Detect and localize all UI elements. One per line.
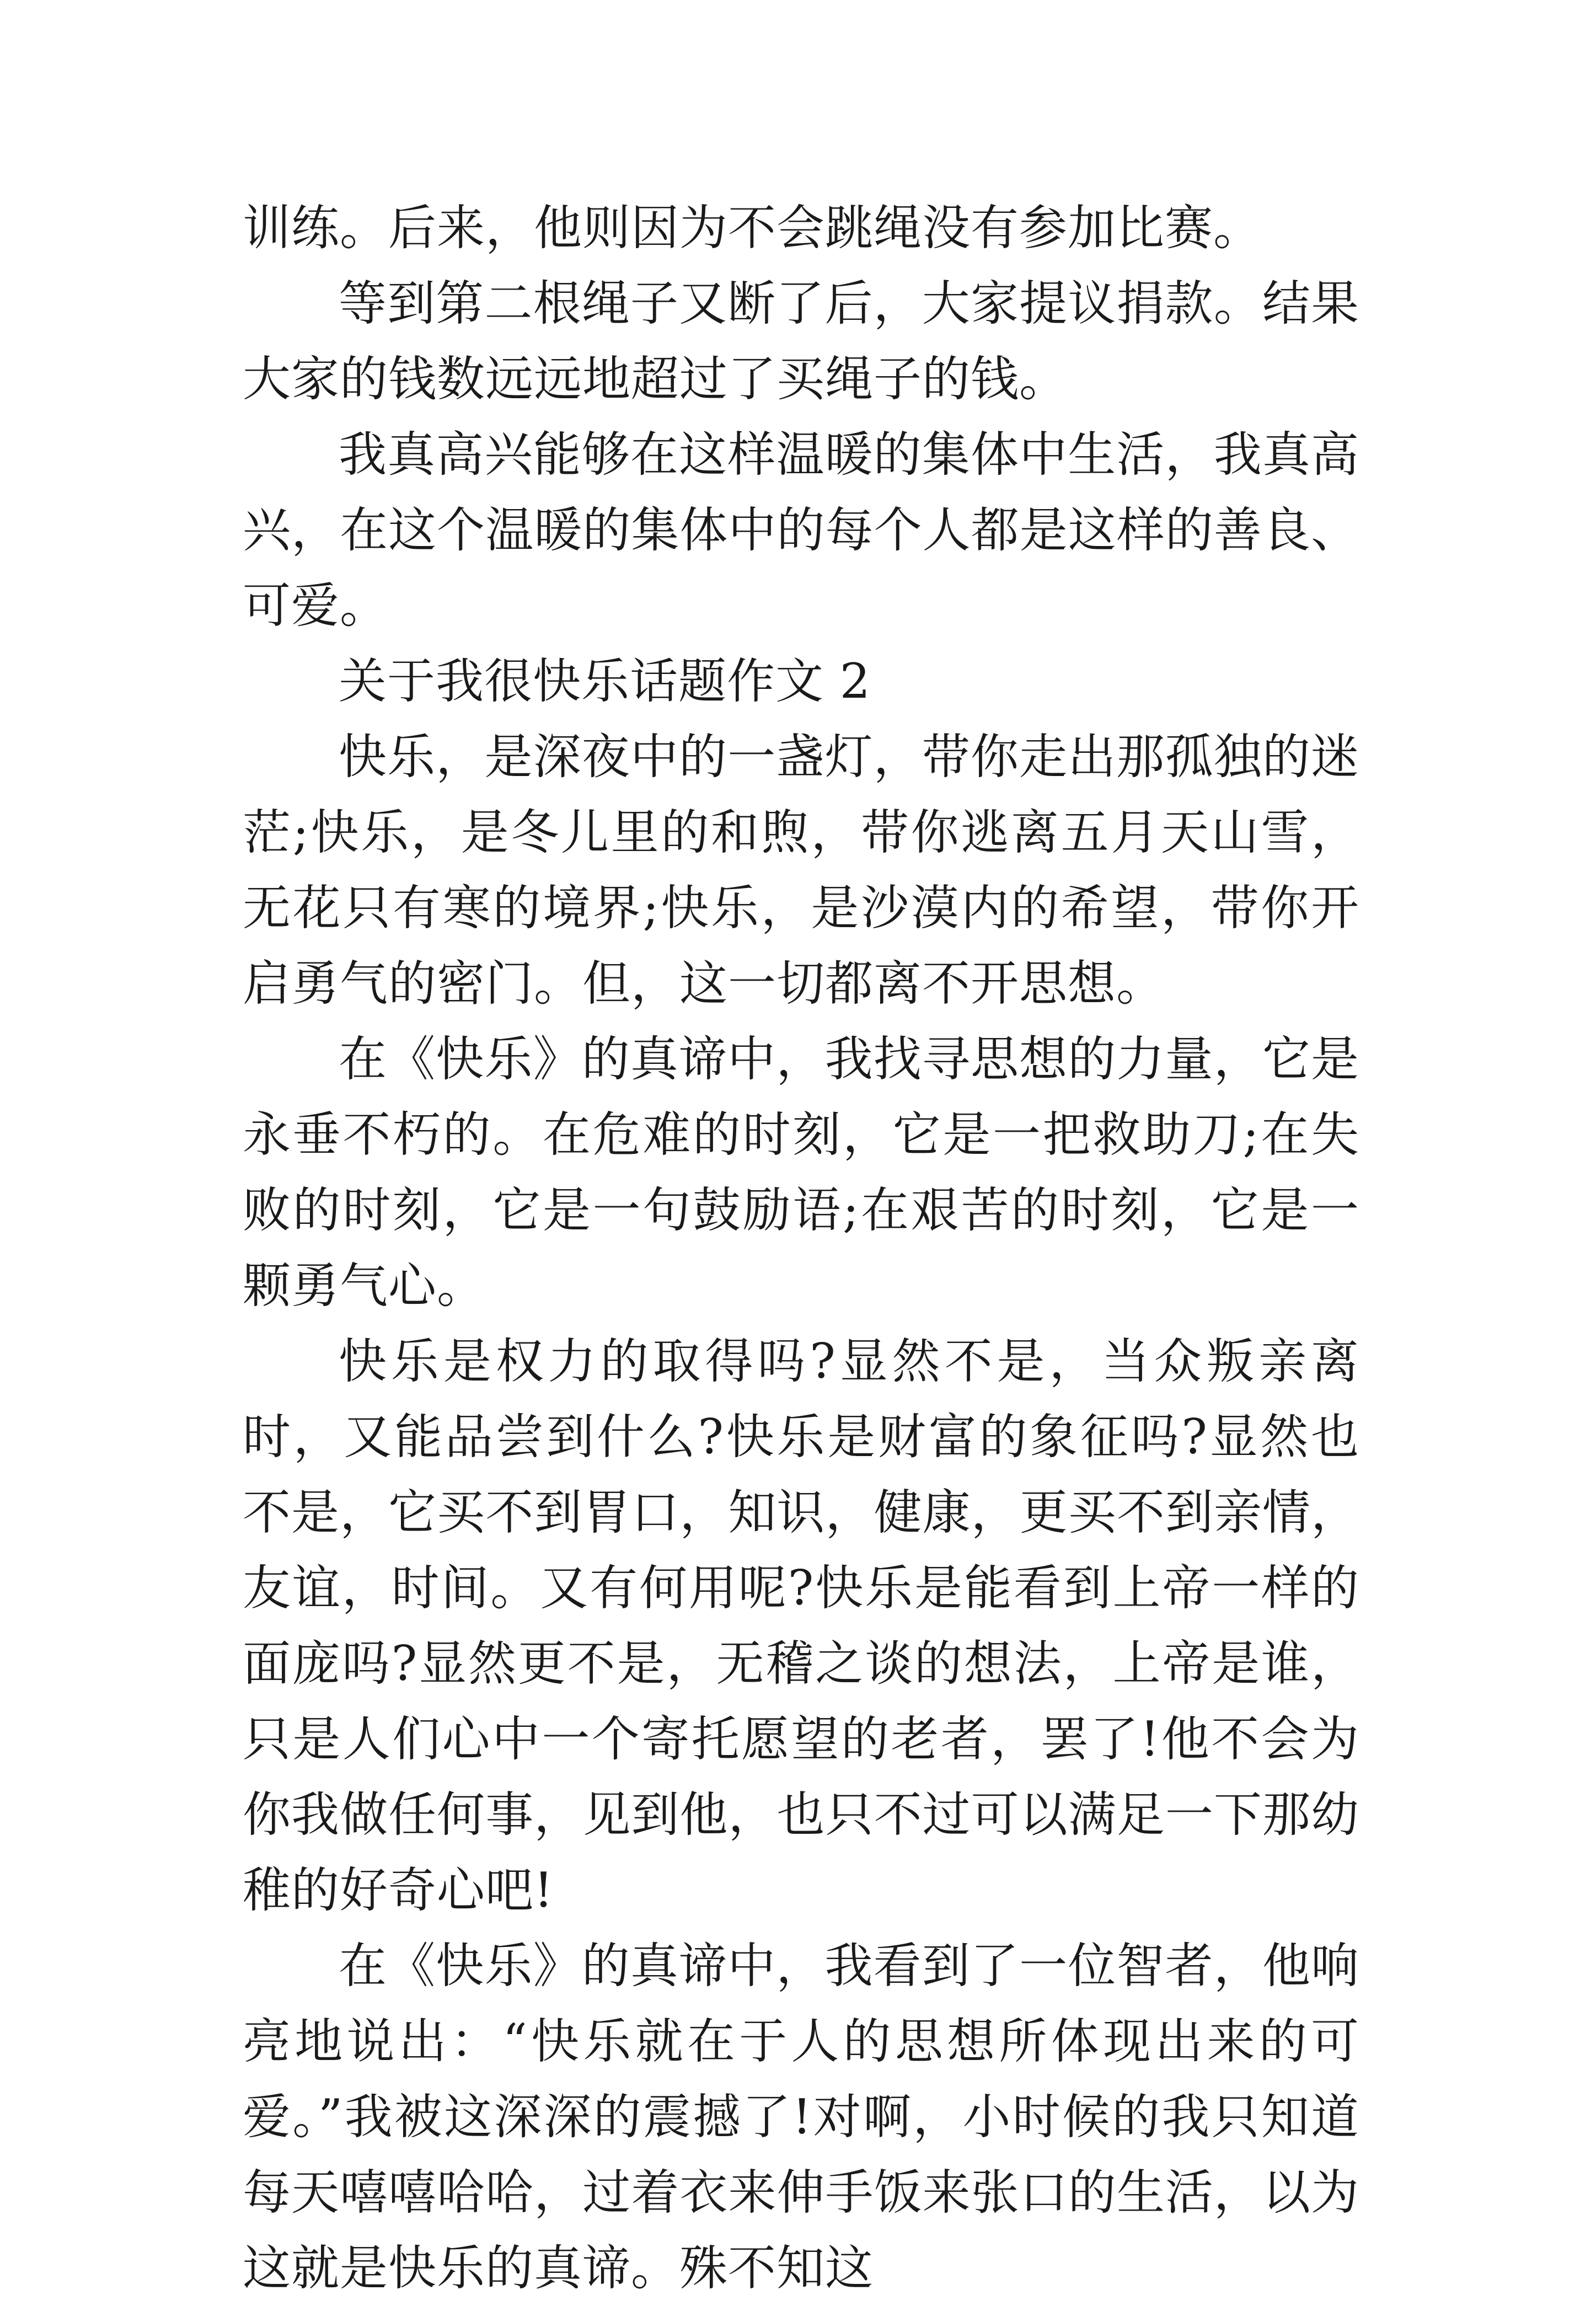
section-heading: 关于我很快乐话题作文 2 <box>339 653 871 709</box>
body-text <box>243 190 1359 2306</box>
paragraph: 我真高兴能够在这样温暖的集体中生活，我真高兴，在这个温暖的集体中的每个人都是这样的善良、可爱。 <box>243 426 1359 634</box>
paragraph: 在《快乐》的真谛中，我看到了一位智者，他响亮地说出：“快乐就在于人的思想所体现出来的可爱。”我被这深深的震撼了!对啊，小时候的我只知道每天嘻嘻哈哈，过着衣来伸手饭来张口的生活，以为这就是快乐的真谛。殊不知这 <box>243 1938 1359 2296</box>
paragraph: 在《快乐》的真谛中，我找寻思想的力量，它是永垂不朽的。在危难的时刻，它是一把救助刀;在失败的时刻，它是一句鼓励语;在艰苦的时刻，它是一颗勇气心。 <box>243 1031 1359 1314</box>
paragraph: 快乐，是深夜中的一盏灯，带你走出那孤独的迷茫;快乐，是冬儿里的和煦，带你逃离五月天山雪，无花只有寒的境界;快乐，是沙漠内的希望，带你开启勇气的密门。但，这一切都离不开思想。 <box>243 729 1359 1012</box>
paragraph: 训练。后来，他则因为不会跳绳没有参加比赛。 <box>243 200 1262 256</box>
paragraph: 快乐是权力的取得吗?显然不是，当众叛亲离时，又能品尝到什么?快乐是财富的象征吗?显然也不是，它买不到胃口，知识，健康，更买不到亲情，友谊，时间。又有何用呢?快乐是能看到上帝一样的面庞吗?显然更不是，无稽之谈的想法，上帝是谁，只是人们心中一个寄托愿望的老者，罢了!他不会为你我做任何事，见到他，也只不过可以满足一下那幼稚的好奇心吧! <box>243 1333 1359 1918</box>
paragraph: 等到第二根绳子又断了后，大家提议捐款。结果大家的钱数远远地超过了买绳子的钱。 <box>243 275 1359 407</box>
